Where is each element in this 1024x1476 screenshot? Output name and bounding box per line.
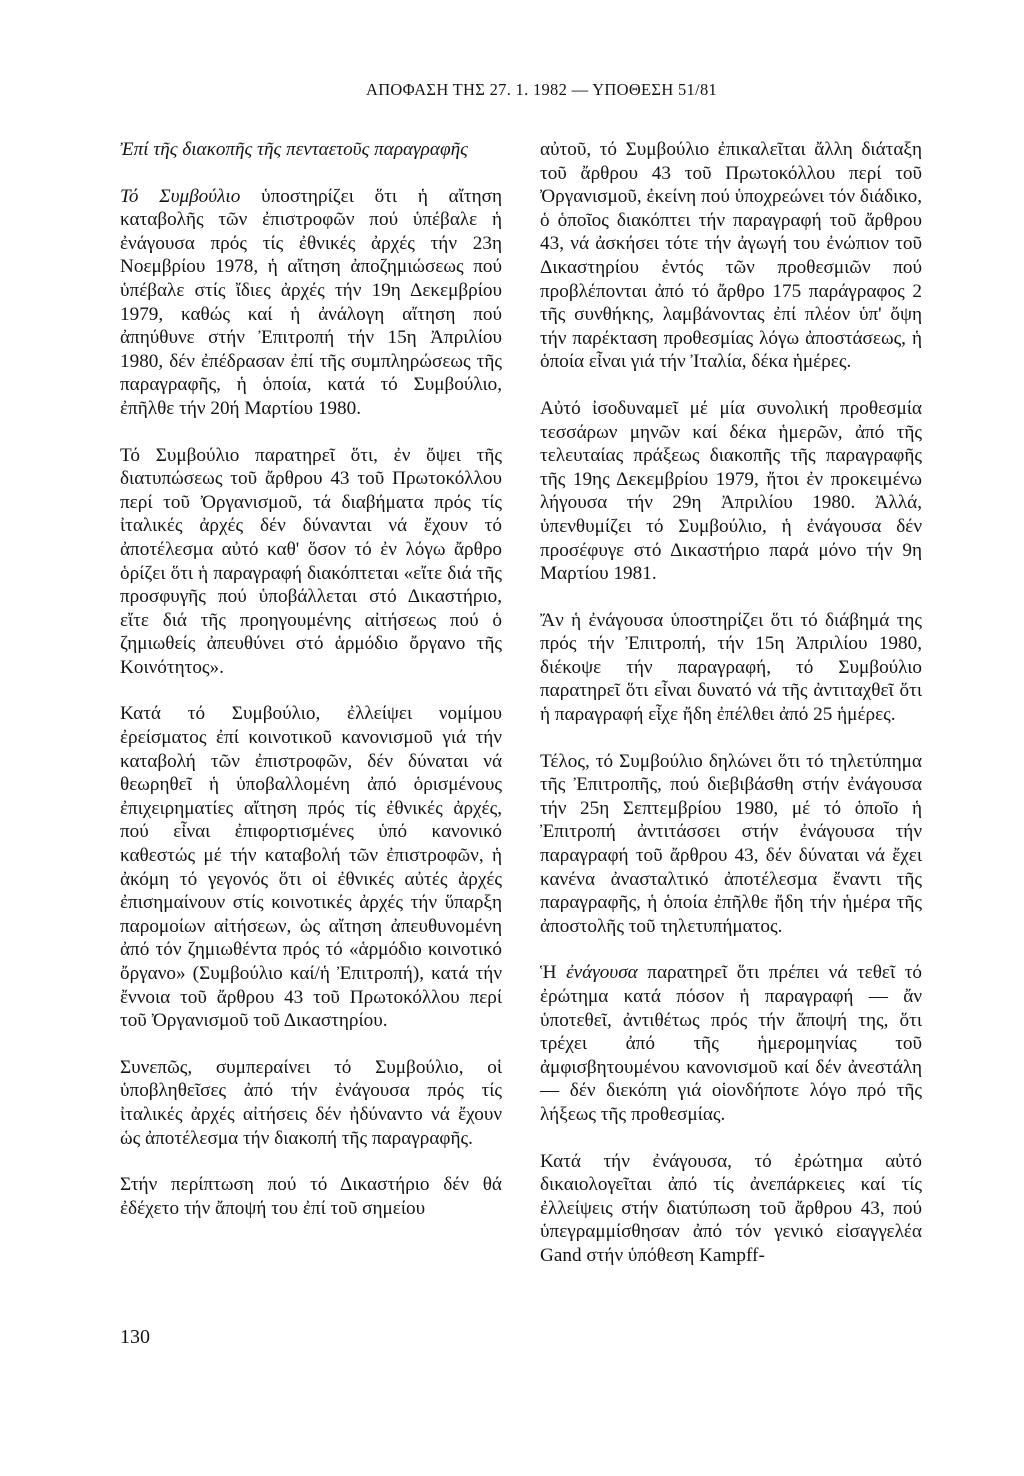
- paragraph: Τέλος, τό Συμβούλιο δηλώνει ὅτι τό τηλετύπημα τῆς Ἐπιτροπῆς, πού διεβιβάσθη στήν ἐνάγουσα τήν 25η Σεπτεμβρίου 1980, μέ τό ὁποῖο ἡ Ἐπιτροπή ἀντιτάσσει στήν ἐνάγουσα τήν παραγραφή τοῦ ἄρθρου 43, δέν δύναται νά ἔχει κανένα ἀνασταλτικό ἀποτέλεσμα ἔναντι τῆς παραγραφῆς, ἡ ὁποία ἐπῆλθε ἤδη τήν ἡμέρα τῆς ἀποστολῆς τοῦ τηλετυπήματος.: [540, 750, 922, 937]
- emphasized-word: ἐνάγουσα: [566, 962, 638, 984]
- paragraph-text: παρατηρεῖ ὅτι πρέπει νά τεθεῖ τό ἐρώτημα κατά πόσον ἡ παραγραφή — ἄν ὑποτεθεῖ, ἀντιθέτως πρός τήν ἄποψή της, ὅτι τρέχει ἀπό τῆς ἡμερομηνίας τοῦ ἀμφισβητουμένου κανονισμοῦ καί δέν ἀνεστάλη — δέν διεκόπη γιά οἱονδήποτε λόγο πρό τῆς λήξεως τῆς προθεσμίας.: [540, 962, 923, 1125]
- paragraph-text: Ἡ: [540, 962, 567, 984]
- paragraph: [540, 961, 922, 1126]
- paragraph: Τό Συμβούλιο παρατηρεῖ ὅτι, ἐν ὄψει τῆς διατυπώσεως τοῦ ἄρθρου 43 τοῦ Πρωτοκόλλου περί τοῦ Ὀργανισμοῦ, τά διαβήματα πρός τίς ἰταλικές ἀρχές δέν δύνανται νά ἔχουν τό ἀποτέλεσμα αὐτό καθ' ὅσον τό ἐν λόγω ἄρθρο ὁρίζει ὅτι ἡ παραγραφή διακόπτεται «εἴτε διά τῆς προσφυγῆς πού ὑποβάλλεται στό Δικαστήριο, εἴτε διά τῆς προηγουμένης αἰτήσεως πού ὁ ζημιωθείς ἀπευθύνει στό ἁρμόδιο ὄργανο τῆς Κοινότητος».: [120, 444, 502, 678]
- section-heading: Ἐπί τῆς διακοπῆς τῆς πενταετοῦς παραγραφῆς: [120, 139, 468, 160]
- running-head: ΑΠΟΦΑΣΗ ΤΗΣ 27. 1. 1982 — ΥΠΟΘΕΣΗ 51/81: [366, 80, 718, 99]
- right-column: [540, 138, 922, 1268]
- paragraph: αὐτοῦ, τό Συμβούλιο ἐπικαλεῖται ἄλλη διάταξη τοῦ ἄρθρου 43 τοῦ Πρωτοκόλλου περί τοῦ Ὀργανισμοῦ, ἐκείνη πού ὑποχρεώνει τόν διάδικο, ὁ ὁποῖος διακόπτει τήν παραγραφή τοῦ ἄρθρου 43, νά ἀσκήσει τότε τήν ἀγωγή του ἐνώπιον τοῦ Δικαστηρίου ἐντός τῶν προθεσμιῶν πού προβλέπονται ἀπό τό ἄρθρο 175 παράγραφος 2 τῆς συνθήκης, λαμβάνοντας ἐπί πλέον ὑπ' ὄψη τήν παρέκταση προθεσμίας λόγω ἀποστάσεως, ἡ ὁποία εἶναι γιά τήν Ἰταλία, δέκα ἡμέρες.: [540, 139, 922, 373]
- paragraph-lead: Τό Συμβούλιο: [120, 185, 241, 207]
- paragraph: Αὐτό ἰσοδυναμεῖ μέ μία συνολική προθεσμία τεσσάρων μηνῶν καί δέκα ἡμερῶν, ἀπό τῆς τελευταίας πράξεως διακοπῆς τῆς παραγραφῆς τῆς 19ης Δεκεμβρίου 1979, ἤτοι ἐν προκειμένω λήγουσα τήν 29η Ἀπριλίου 1980. Ἀλλά, ὑπενθυμίζει τό Συμβούλιο, ἡ ἐνάγουσα δέν προσέφυγε στό Δικαστήριο παρά μόνο τήν 9η Μαρτίου 1981.: [540, 397, 922, 585]
- paragraph-text: ὑποστηρίζει ὅτι ἡ αἴτηση καταβολῆς τῶν ἐπιστροφῶν πού ὑπέβαλε ἡ ἐνάγουσα πρός τίς ἐθνικές ἀρχές τήν 23η Νοεμβρίου 1978, ἡ αἴτηση ἀποζημιώσεως πού ὑπέβαλε στίς ἴδιες ἀρχές τήν 19η Δεκεμβρίου 1979, καθώς καί ἡ ἀνάλογη αἴτηση πού ἀπηύθυνε στήν Ἐπιτροπή τήν 15η Ἀπριλίου 1980, δέν ἐπέδρασαν ἐπί τῆς συμπληρώσεως τῆς παραγραφῆς, ἡ ὁποία, κατά τό Συμβούλιο, ἐπῆλθε τήν 20ή Μαρτίου 1980.: [120, 185, 502, 419]
- paragraph: Στήν περίπτωση πού τό Δικαστήριο δέν θά ἐδέχετο τήν ἄποψή του ἐπί τοῦ σημείου: [120, 1174, 502, 1219]
- paragraph: Ἄν ἡ ἐνάγουσα ὑποστηρίζει ὅτι τό διάβημά της πρός τήν Ἐπιτροπή, τήν 15η Ἀπριλίου 1980, διέκοψε τήν παραγραφή, τό Συμβούλιο παρατηρεῖ ὅτι εἶναι δυνατό νά τῆς ἀντιταχθεῖ ὅτι ἡ παραγραφή εἶχε ἤδη ἐπέλθει ἀπό 25 ἡμέρες.: [540, 609, 922, 726]
- page-number: 130: [120, 1326, 150, 1348]
- paragraph: Κατά τήν ἐνάγουσα, τό ἐρώτημα αὐτό δικαιολογεῖται ἀπό τίς ἀνεπάρκειες καί τίς ἐλλείψεις στήν διατύπωση τοῦ ἄρθρου 43, πού ὑπεγραμμίσθησαν ἀπό τόν γενικό εἰσαγγελέα Gand στήν ὑπόθεση Kampff-: [540, 1150, 922, 1266]
- paragraph: Κατά τό Συμβούλιο, ἐλλείψει νομίμου ἐρείσματος ἐπί κοινοτικοῦ κανονισμοῦ γιά τήν καταβολή τῶν ἐπιστροφῶν, δέν δύναται νά θεωρηθεῖ ἡ ὑποβαλλομένη ἀπό ὁρισμένους ἐπιχειρηματίες αἴτηση πρός τίς ἐθνικές ἀρχές, πού εἶναι ἐπιφορτισμένες ὑπό κανονικό καθεστώς μέ τήν καταβολή τῶν ἐπιστροφῶν, ἡ ἀκόμη τό γεγονός ὅτι οἱ ἐθνικές αὐτές ἀρχές ἐπισημαίνουν στίς κοινοτικές ἀρχές τήν ὕπαρξη παρομοίων αἰτήσεων, ὡς αἴτηση ἀπευθυνομένη ἀπό τόν ζημιωθέντα πρός τό «ἁρμόδιο κοινοτικό ὄργανο» (Συμβούλιο καί/ἡ Ἐπιτροπή), κατά τήν ἔννοια τοῦ ἄρθρου 43 τοῦ Πρωτοκόλλου περί τοῦ Ὀργανισμοῦ τοῦ Δικαστηρίου.: [120, 703, 502, 1032]
- paragraph: Συνεπῶς, συμπεραίνει τό Συμβούλιο, οἱ ὑποβληθεῖσες ἀπό τήν ἐνάγουσα πρός τίς ἰταλικές ἀρχές αἰτήσεις δέν ἠδύναντο νά ἔχουν ὡς ἀποτέλεσμα τήν διακοπή τῆς παραγραφῆς.: [120, 1056, 502, 1149]
- paragraph: [120, 185, 502, 421]
- left-column: [120, 138, 502, 1220]
